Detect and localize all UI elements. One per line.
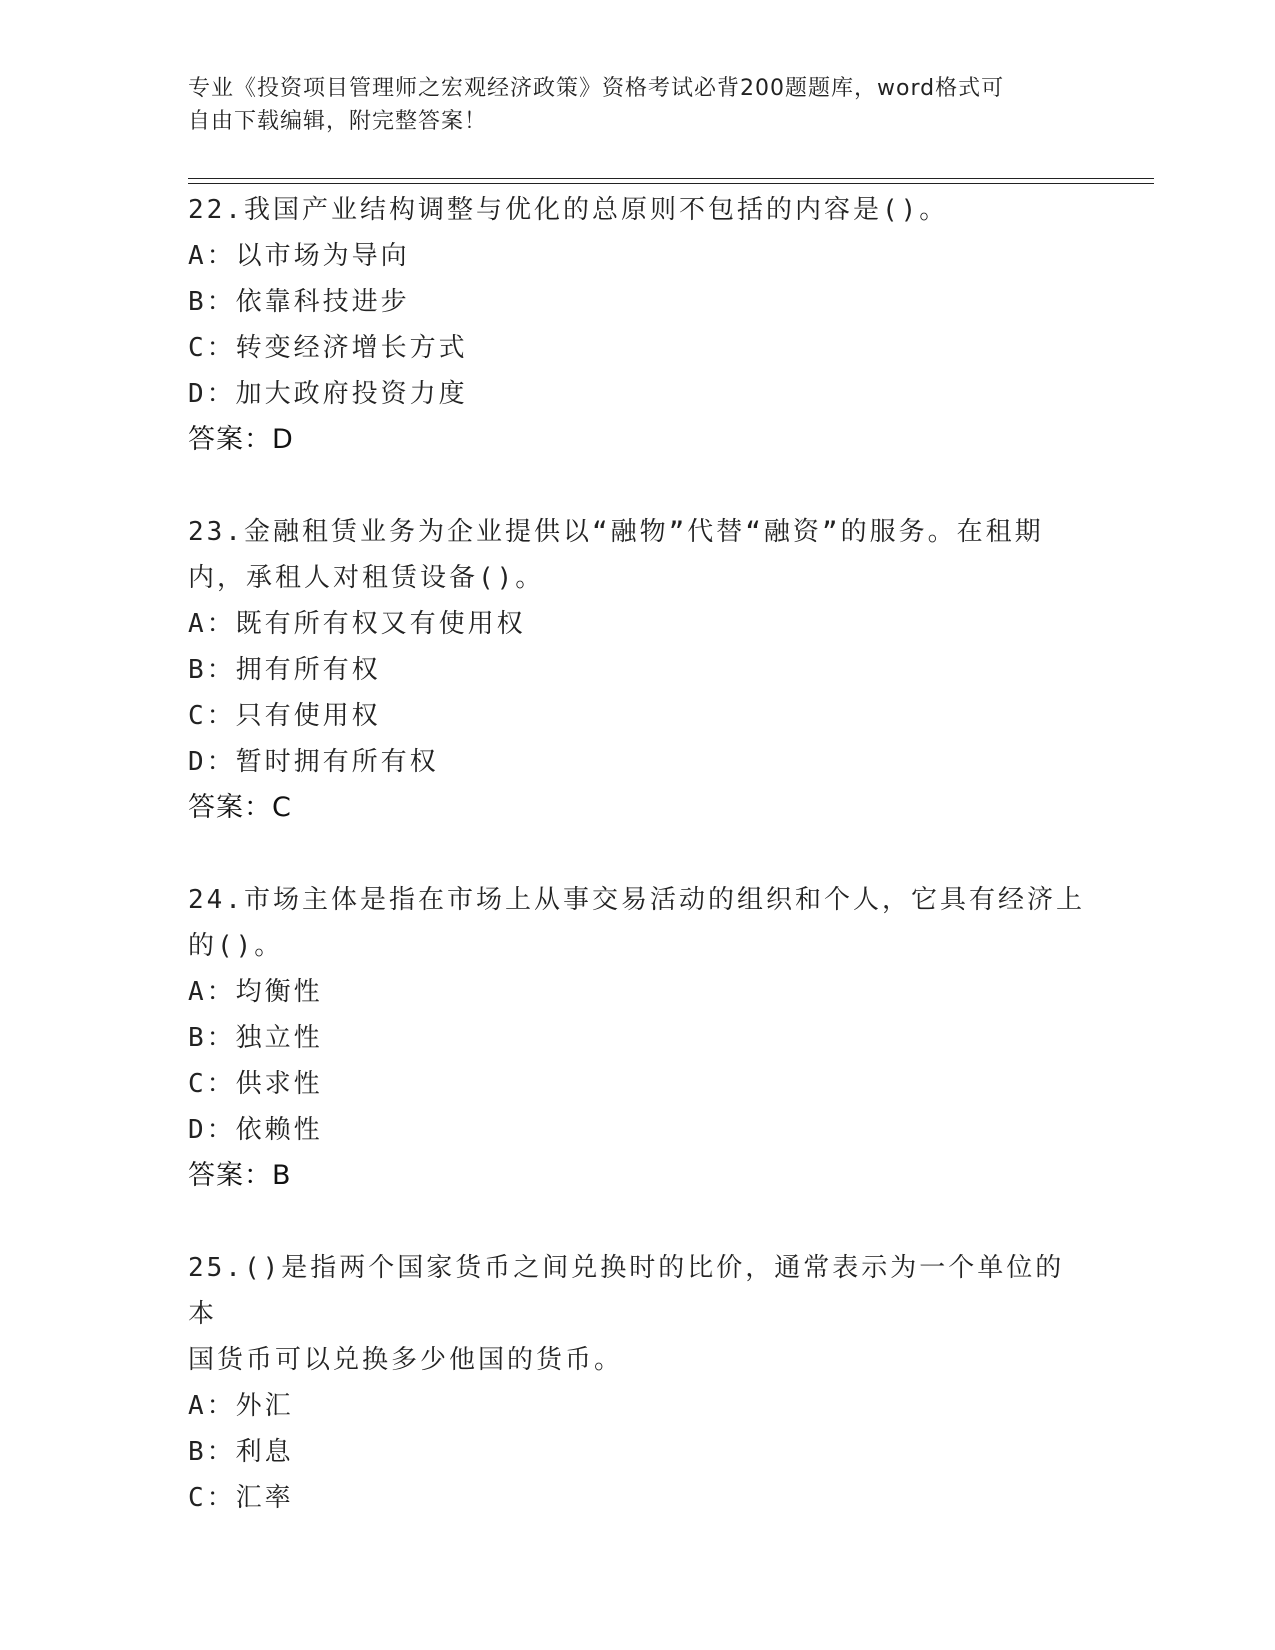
option-c: C：供求性 <box>188 1069 323 1099</box>
header-line-2: 自由下载编辑，附完整答案！ <box>188 109 488 134</box>
question-stem: 22.我国产业结构调整与优化的总原则不包括的内容是()。 <box>188 195 949 225</box>
option-d: D：依赖性 <box>188 1115 323 1145</box>
option-a: A：以市场为导向 <box>188 241 410 271</box>
question-stem-continued: 的()。 <box>188 931 284 961</box>
question-stem: 23.金融租赁业务为企业提供以“融物”代替“融资”的服务。在租期 <box>188 517 1044 547</box>
option-b: B：拥有所有权 <box>188 655 381 685</box>
option-a: A：外汇 <box>188 1391 294 1421</box>
option-a: A：均衡性 <box>188 977 323 1007</box>
option-b: B：利息 <box>188 1437 294 1467</box>
option-c: C：转变经济增长方式 <box>188 333 468 363</box>
option-a: A：既有所有权又有使用权 <box>188 609 526 639</box>
question-list <box>188 187 1088 1567</box>
option-d: D：加大政府投资力度 <box>188 379 468 409</box>
question-22 <box>188 187 1088 463</box>
answer: 答案：B <box>188 1160 292 1191</box>
option-d: D：暂时拥有所有权 <box>188 747 439 777</box>
option-c: C：汇率 <box>188 1483 294 1513</box>
question-24 <box>188 877 1088 1199</box>
question-23 <box>188 509 1088 831</box>
header-line-1: 专业《投资项目管理师之宏观经济政策》资格考试必背200题题库，word格式可 <box>188 76 1005 101</box>
option-b: B：依靠科技进步 <box>188 287 410 317</box>
document-header <box>188 72 1068 138</box>
header-rule-bottom <box>188 183 1154 184</box>
question-stem: 25.()是指两个国家货币之间兑换时的比价，通常表示为一个单位的本 <box>188 1253 1065 1329</box>
question-25 <box>188 1245 1088 1521</box>
question-stem: 24.市场主体是指在市场上从事交易活动的组织和个人，它具有经济上 <box>188 885 1085 915</box>
question-stem-continued: 内，承租人对租赁设备()。 <box>188 563 545 593</box>
option-b: B：独立性 <box>188 1023 323 1053</box>
question-stem-continued: 国货币可以兑换多少他国的货币。 <box>188 1345 624 1375</box>
answer: 答案：D <box>188 424 294 455</box>
option-c: C：只有使用权 <box>188 701 381 731</box>
header-rule-top <box>188 178 1154 179</box>
answer: 答案：C <box>188 792 292 823</box>
